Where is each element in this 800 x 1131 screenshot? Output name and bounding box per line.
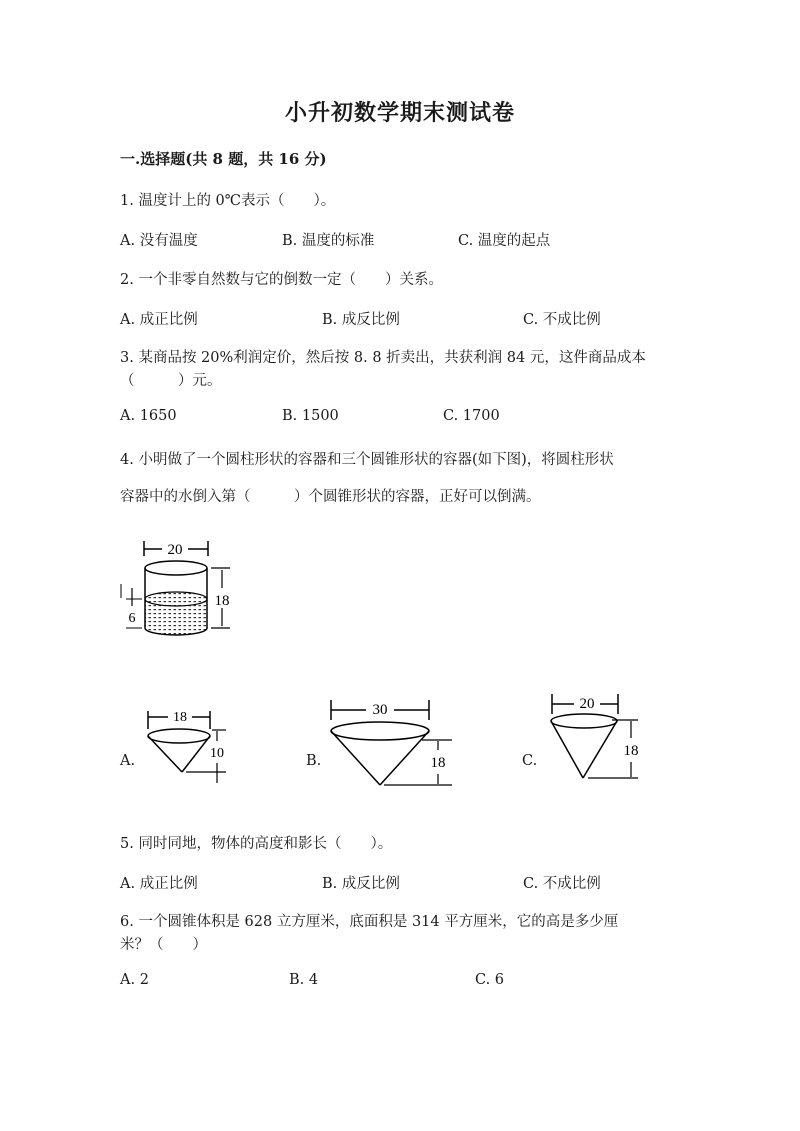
question-2-option-a[interactable]: A. 成正比例	[120, 312, 198, 328]
question-3-text-line-2: （ ）元。	[120, 373, 222, 389]
cylinder-water-label: 6	[128, 611, 136, 626]
cylinder-height-label: 18	[214, 593, 230, 609]
question-2-text: 2. 一个非零自然数与它的倒数一定（ ）关系。	[120, 272, 443, 288]
question-5-option-a[interactable]: A. 成正比例	[120, 876, 198, 892]
cone-c-figure	[542, 688, 652, 788]
cone-b-figure	[326, 694, 456, 794]
question-3-option-b[interactable]: B. 1500	[282, 408, 339, 424]
question-4-option-b[interactable]: B.	[306, 753, 322, 769]
question-5-option-b[interactable]: B. 成反比例	[322, 876, 400, 892]
question-1-option-a[interactable]: A. 没有温度	[120, 233, 198, 249]
question-3-text-line-1: 3. 某商品按 20%利润定价，然后按 8. 8 折卖出，共获利润 84 元，这件商品成本	[120, 350, 646, 366]
question-5-option-c[interactable]: C. 不成比例	[523, 876, 601, 892]
cylinder-figure	[118, 536, 248, 646]
cone-a-height-label: 10	[210, 746, 224, 761]
question-5-text: 5. 同时同地，物体的高度和影长（ ）。	[120, 836, 393, 852]
question-4-text-line-2: 容器中的水倒入第（ ）个圆锥形状的容器，正好可以倒满。	[120, 489, 541, 505]
question-4-text-line-1: 4. 小明做了一个圆柱形状的容器和三个圆锥形状的容器(如下图)，将圆柱形状	[120, 452, 614, 468]
cone-a-diameter-label: 18	[173, 710, 187, 725]
cone-b-diameter-label: 30	[372, 702, 388, 718]
question-2-option-c[interactable]: C. 不成比例	[523, 312, 601, 328]
cone-c-diameter-label: 20	[579, 696, 595, 712]
question-1-option-c[interactable]: C. 温度的起点	[458, 233, 551, 249]
question-1-text: 1. 温度计上的 0℃表示（ ）。	[120, 193, 336, 209]
question-4-option-c[interactable]: C.	[522, 753, 538, 769]
question-6-text-line-2: 米？（ ）	[120, 937, 207, 953]
question-1-option-b[interactable]: B. 温度的标准	[282, 233, 375, 249]
cylinder-diameter-label: 20	[167, 542, 183, 558]
question-6-option-b[interactable]: B. 4	[289, 972, 319, 988]
section-heading: 一.选择题(共 8 题，共 16 分)	[120, 150, 327, 168]
cone-c-height-label: 18	[623, 743, 639, 759]
question-6-option-c[interactable]: C. 6	[475, 972, 505, 988]
cone-a-figure	[138, 703, 238, 783]
question-3-option-a[interactable]: A. 1650	[120, 408, 177, 424]
question-2-option-b[interactable]: B. 成反比例	[322, 312, 400, 328]
page-title: 小升初数学期末测试卷	[284, 100, 515, 126]
question-6-option-a[interactable]: A. 2	[120, 972, 149, 988]
question-3-option-c[interactable]: C. 1700	[443, 408, 500, 424]
cone-b-height-label: 18	[430, 755, 446, 771]
question-6-text-line-1: 6. 一个圆锥体积是 628 立方厘米，底面积是 314 平方厘米，它的高是多少厘	[120, 914, 619, 930]
question-4-option-a[interactable]: A.	[120, 753, 136, 769]
